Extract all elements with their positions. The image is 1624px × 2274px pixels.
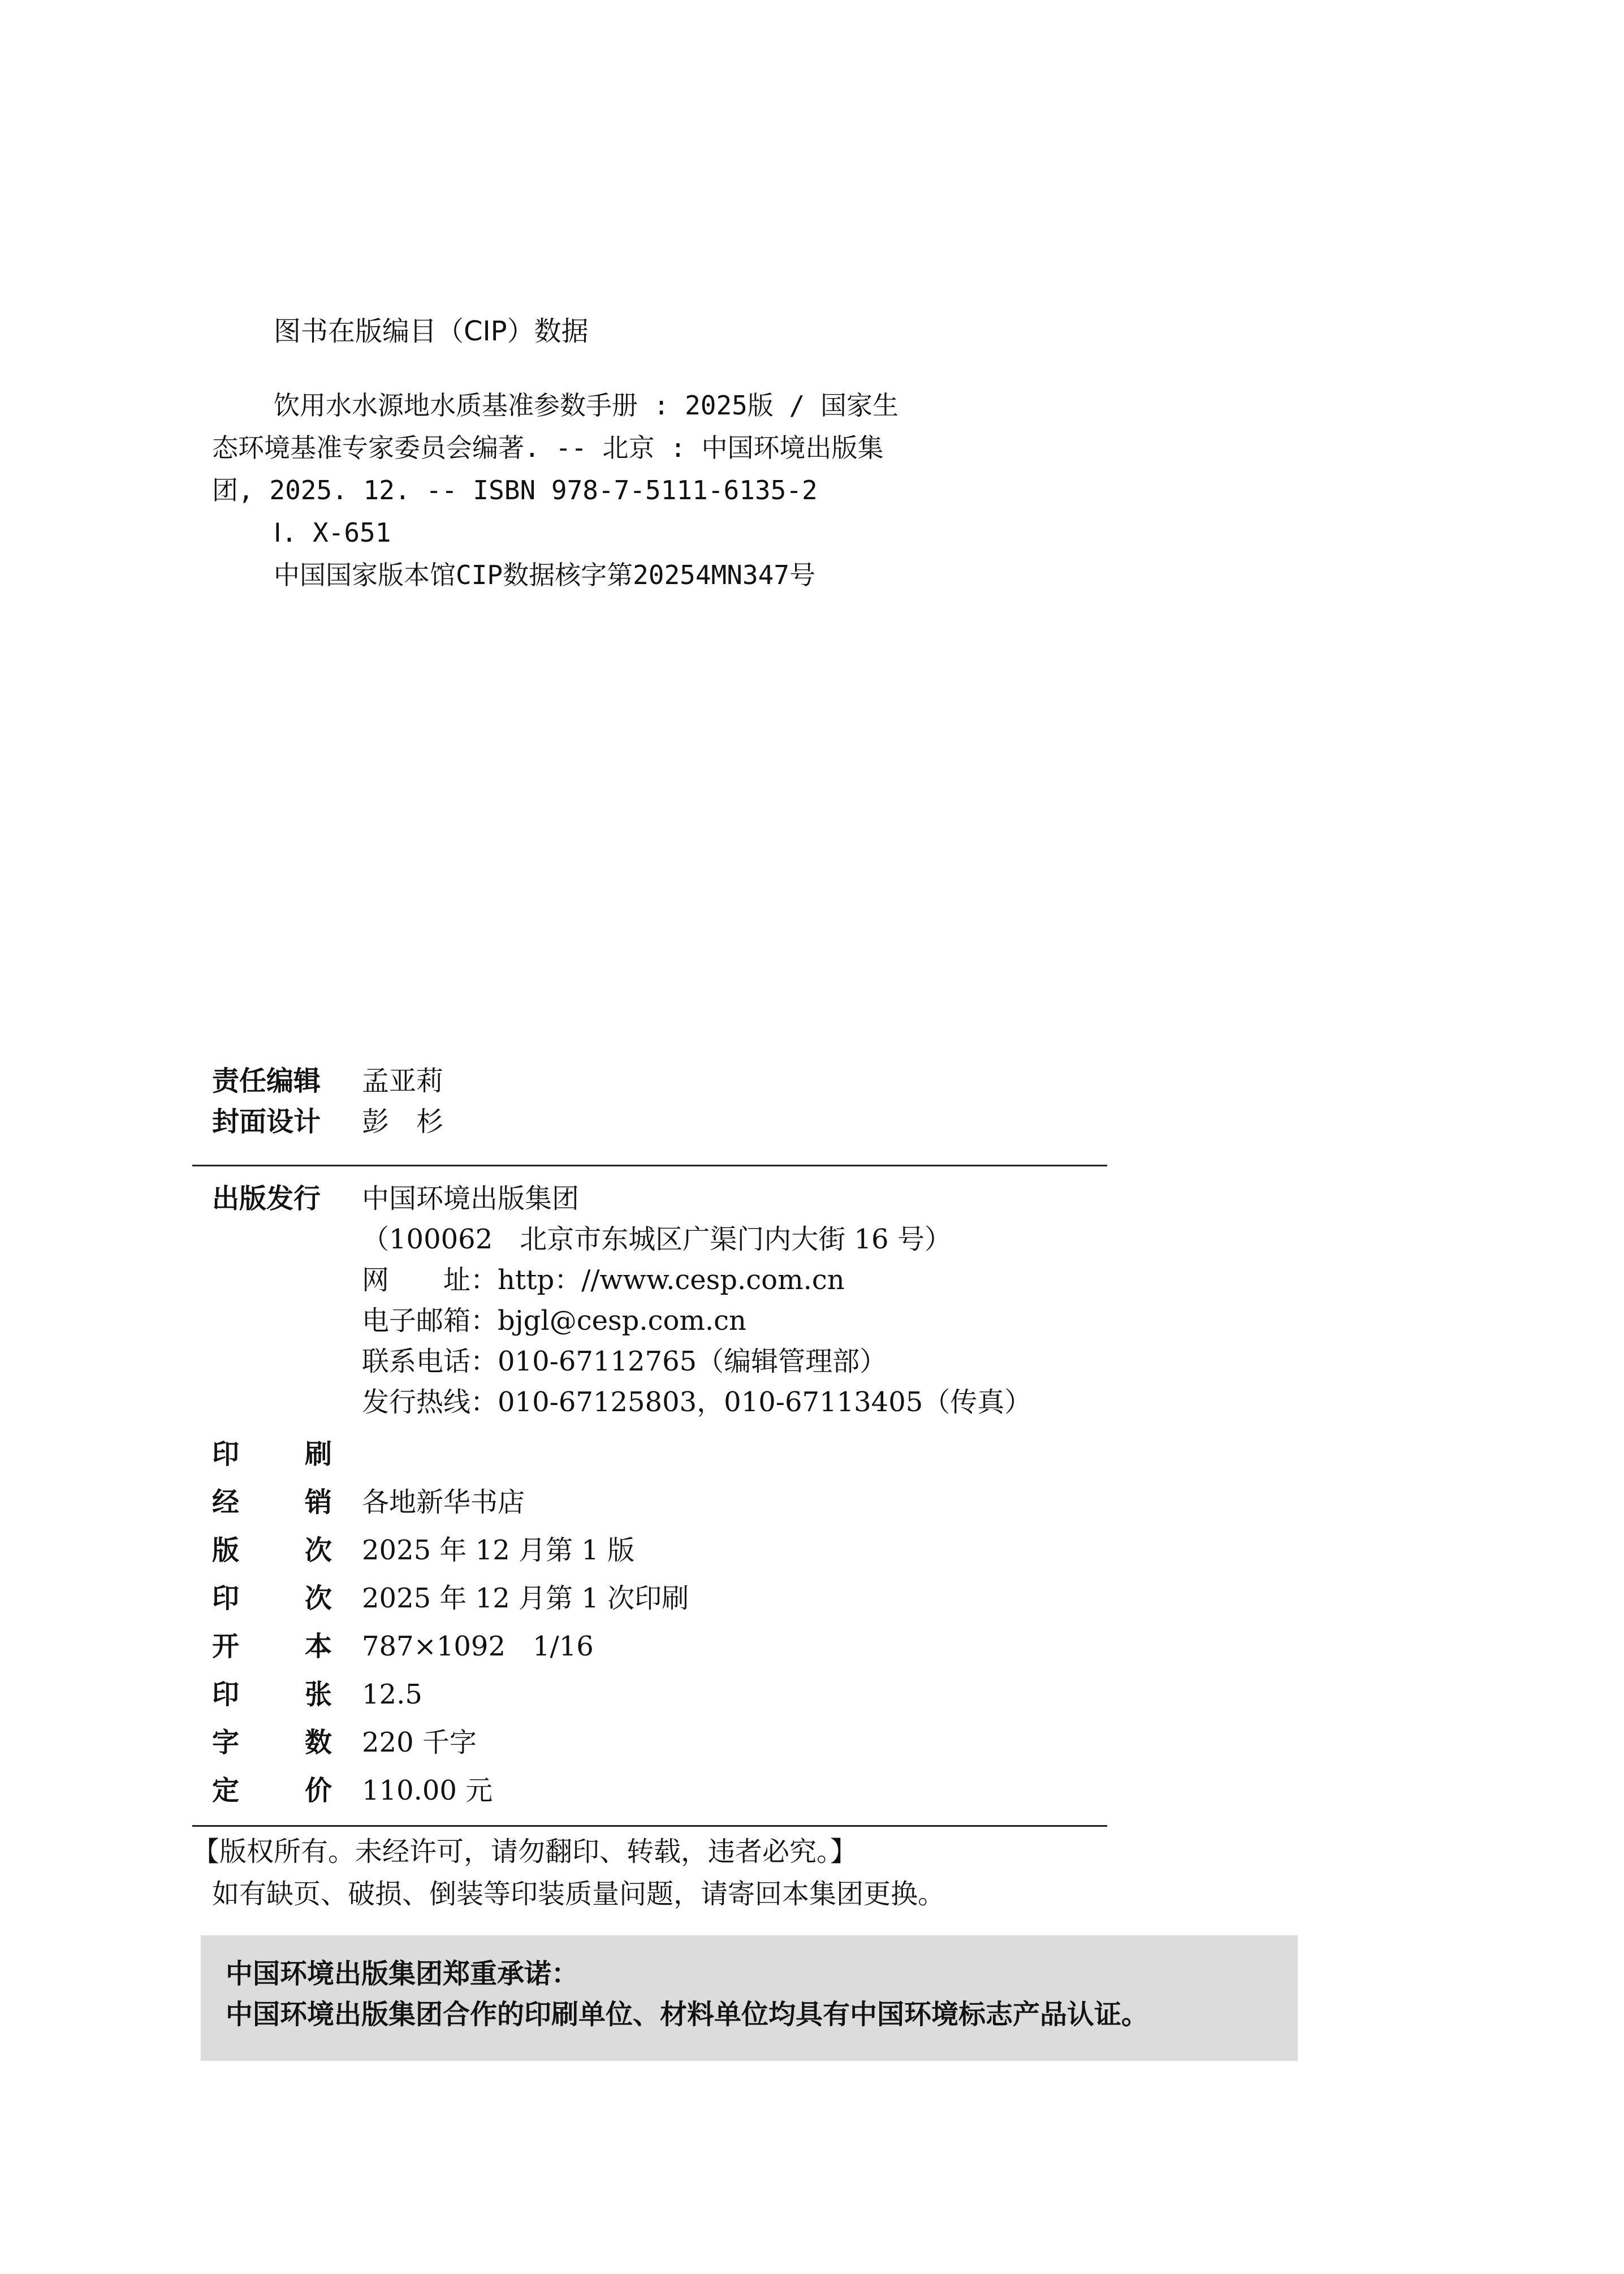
spec-label-format	[212, 1629, 332, 1663]
promise-heading: 中国环境出版集团郑重承诺：	[226, 1958, 579, 1990]
spec-label-impression	[212, 1581, 332, 1615]
spec-label-edition	[212, 1533, 332, 1567]
spec-label-char: 本	[304, 1631, 332, 1662]
promise-box	[201, 1935, 1298, 2061]
spec-label-char: 刷	[304, 1438, 332, 1470]
spec-label-char: 经	[212, 1486, 240, 1518]
editor-value: 孟亚莉	[362, 1065, 444, 1097]
copyright-notice: 【版权所有。未经许可，请勿翻印、转载，违者必究。】	[192, 1836, 858, 1867]
spec-label-wordcount	[212, 1726, 332, 1759]
spec-label-char: 次	[304, 1534, 332, 1566]
publisher-hotline: 发行热线：010-67125803，010-67113405（传真）	[362, 1386, 1032, 1418]
spec-value-edition: 2025 年 12 月第 1 版	[362, 1534, 635, 1566]
spec-label-char: 字	[212, 1727, 240, 1758]
cip-line-5: 中国国家版本馆CIP数据核字第20254MN347号	[274, 560, 816, 590]
spec-label-sheets	[212, 1678, 332, 1711]
divider-top	[192, 1165, 1107, 1166]
publisher-email: 电子邮箱：bjgl@cesp.com.cn	[362, 1305, 746, 1337]
cip-line-2: 态环境基准专家委员会编著. -- 北京 : 中国环境出版集	[212, 433, 884, 463]
publisher-label: 出版发行	[212, 1183, 321, 1214]
publisher-name: 中国环境出版集团	[362, 1183, 580, 1214]
editor-label: 责任编辑	[212, 1065, 321, 1097]
cover-design-label: 封面设计	[212, 1106, 321, 1138]
spec-label-char: 张	[304, 1679, 332, 1710]
spec-label-distribution	[212, 1485, 332, 1519]
spec-value-impression: 2025 年 12 月第 1 次印刷	[362, 1583, 689, 1614]
promise-body: 中国环境出版集团合作的印刷单位、材料单位均具有中国环境标志产品认证。	[226, 1999, 1149, 2030]
spec-label-printing	[212, 1437, 332, 1471]
spec-value-sheets: 12.5	[362, 1679, 422, 1710]
publisher-website: 网 址：http：//www.cesp.com.cn	[362, 1264, 845, 1296]
spec-label-char: 印	[212, 1438, 240, 1470]
spec-label-char: 版	[212, 1534, 240, 1566]
spec-label-price	[212, 1774, 332, 1808]
cover-design-value: 彭 杉	[362, 1106, 444, 1138]
spec-label-char: 价	[304, 1775, 332, 1806]
publisher-phone: 联系电话：010-67112765（编辑管理部）	[362, 1346, 887, 1377]
spec-value-price: 110.00 元	[362, 1775, 493, 1806]
spec-label-char: 数	[304, 1727, 332, 1758]
spec-label-char: 开	[212, 1631, 240, 1662]
cip-line-4: Ⅰ. X-651	[274, 517, 391, 548]
spec-label-char: 定	[212, 1775, 240, 1806]
cip-line-1: 饮用水水源地水质基准参数手册 : 2025版 / 国家生	[274, 390, 899, 421]
spec-value-distribution: 各地新华书店	[362, 1486, 525, 1518]
publisher-address: （100062 北京市东城区广渠门内大街 16 号）	[362, 1224, 952, 1255]
spec-label-char: 销	[304, 1486, 332, 1518]
cip-title: 图书在版编目（CIP）数据	[274, 315, 589, 347]
cip-line-3: 团, 2025. 12. -- ISBN 978-7-5111-6135-2	[212, 475, 818, 505]
defect-notice: 如有缺页、破损、倒装等印装质量问题，请寄回本集团更换。	[212, 1878, 945, 1910]
spec-label-char: 印	[212, 1583, 240, 1614]
spec-label-char: 次	[304, 1583, 332, 1614]
divider-bottom	[192, 1825, 1107, 1827]
spec-value-format: 787×1092 1/16	[362, 1631, 594, 1662]
spec-value-wordcount: 220 千字	[362, 1727, 477, 1758]
spec-label-char: 印	[212, 1679, 240, 1710]
